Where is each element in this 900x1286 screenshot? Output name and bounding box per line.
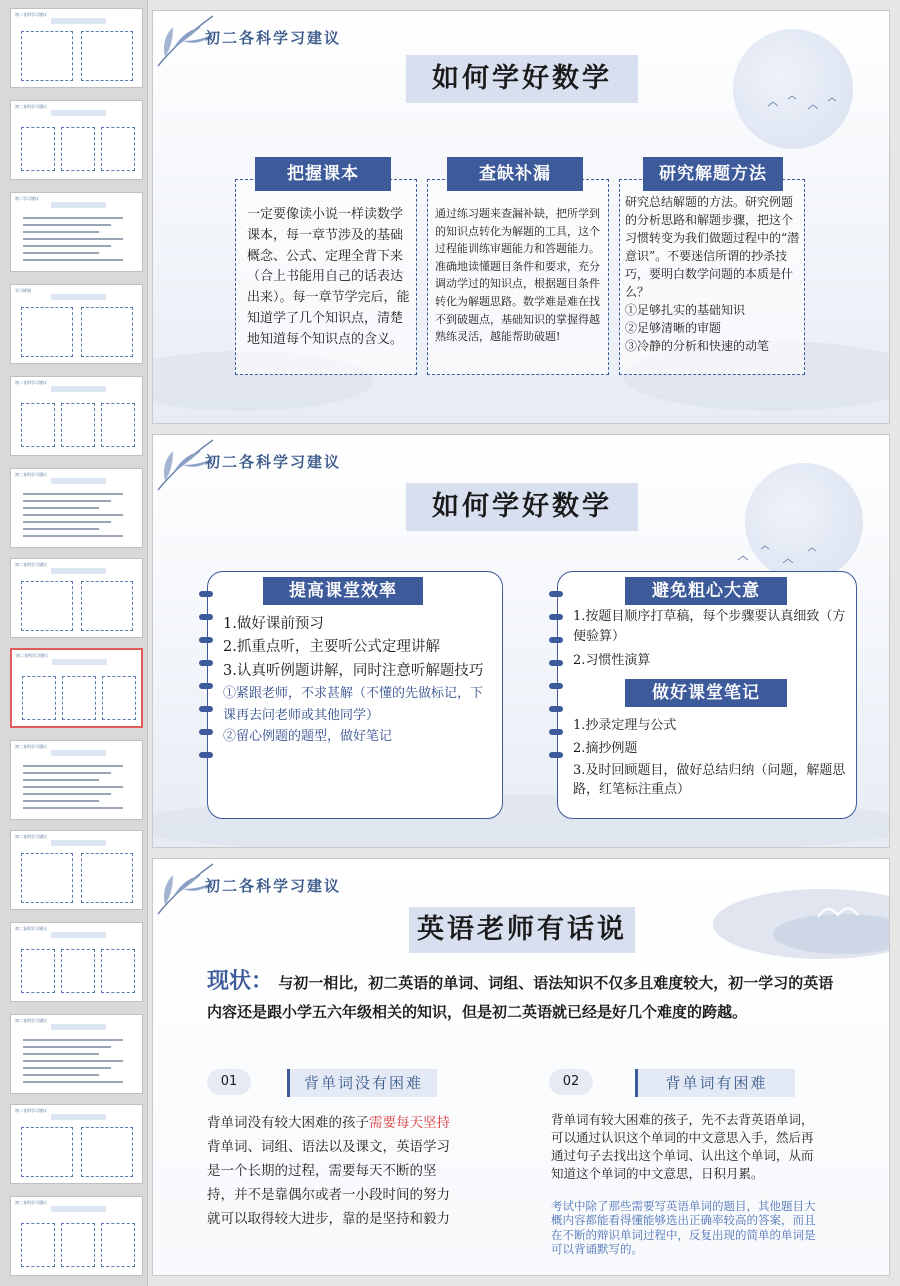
slide-section-label: 初二各科学习建议: [205, 877, 342, 895]
methods-item-3: ③冷静的分析和快速的动笔: [625, 339, 770, 353]
slide-section-label: 初二各科学习建议: [205, 29, 342, 47]
slide-english: [152, 858, 890, 1276]
tag-fill-gaps: 查缺补漏: [447, 157, 583, 191]
slide-section-label: 初二各科学习建议: [205, 453, 342, 471]
slide-thumbnail[interactable]: [10, 468, 143, 548]
notes-item-3: 3.及时回顾题目，做好总结归纳（问题，解题思路，红笔标注重点）: [573, 762, 846, 797]
thumbnail-label: 初二各科学习建议: [15, 1200, 47, 1205]
thumbnail-label: 初二各科学习建议: [15, 834, 47, 839]
slide-thumbnail[interactable]: [10, 192, 143, 272]
careless-item-2: 2.习惯性演算: [573, 653, 651, 669]
methods-item-2: ②足够清晰的审题: [625, 321, 722, 335]
notes-item-1: 1.抄录定理与公式: [573, 718, 677, 733]
thumbnail-label: 初二各科学习建议: [16, 653, 48, 658]
slide-thumbnail[interactable]: [10, 830, 143, 910]
thumbnail-label: 初二各科学习建议: [15, 926, 47, 931]
status-text: 与初一相比，初二英语的单词、词组、语法知识不仅多且难度较大，初一学习的英语内容还是跟小学五六年级相关的知识，但是初二英语就已经是好几个难度的跨越。: [207, 974, 834, 1022]
tag-methods: 研究解题方法: [643, 157, 783, 191]
status-label: 现状：: [207, 968, 274, 994]
slide-math-1: [152, 10, 890, 424]
has-difficulty-text: 背单词有较大困难的孩子，先不去背英语单词，可以通过认识这个单词的中文意思入手，然后再通过句子去找出这个单词、认出这个单词，从而知道这个单词的中文意思，日积月累。: [551, 1112, 814, 1182]
slide-thumbnail-panel: [0, 0, 148, 1286]
thumbnail-label: 初二各科学习建议: [15, 12, 47, 17]
thumbnail-label: 初二学习建议: [15, 196, 39, 201]
binder-rings: [199, 591, 213, 775]
slide-math-2: [152, 434, 890, 848]
thumbnail-label: 学习规划: [15, 288, 31, 293]
binder-rings: [549, 591, 563, 775]
methods-item-1: ①足够扎实的基础知识: [625, 303, 746, 317]
thumbnail-label: 初二各科学习建议: [15, 380, 47, 385]
efficiency-item-2: 2.抓重点听，主要听公式定理讲解: [223, 639, 440, 656]
slide-thumbnail[interactable]: [10, 284, 143, 364]
thumbnail-label: 初二各科学习建议: [15, 1108, 47, 1113]
thumbnail-label: 初二各科学习建议: [15, 472, 47, 477]
slide-thumbnail[interactable]: [10, 1104, 143, 1184]
efficiency-sub-item-1: ①紧跟老师，不求甚解（不懂的先做标记，下课再去问老师或其他同学）: [223, 686, 484, 723]
notes-item-2: 2.摘抄例题: [573, 740, 638, 756]
tag-class-efficiency: 提高课堂效率: [263, 577, 423, 605]
no-difficulty-highlight: 需要每天坚持: [369, 1115, 450, 1131]
efficiency-item-3: 3.认真听例题讲解，同时注意听解题技巧: [223, 662, 484, 679]
textbook-text: 一定要像读小说一样读数学课本，每一章节涉及的基础概念、公式、定理全背下来（合上书能用自己的话表达出来）。每一章节学完后，能知道学了几个知识点，清楚地知道每个知识点的含义。: [247, 207, 410, 347]
subhead-no-difficulty: 背单词没有困难: [287, 1069, 437, 1097]
slide-thumbnail[interactable]: [10, 8, 143, 88]
subhead-has-difficulty: 背单词有困难: [635, 1069, 795, 1097]
birds-icon: [733, 535, 833, 575]
thumbnail-label: 初二各科学习建议: [15, 744, 47, 749]
careless-item-1: 1.按题目顺序打草稿，每个步骤要认真细致（方便验算）: [573, 609, 846, 645]
page-title: 如何学好数学: [406, 55, 638, 103]
fill-gaps-text: 通过练习题来查漏补缺，把所学到的知识点转化为解题的工具，这个过程能训练审题能力和答题能力。准确地读懂题目条件和要求，充分调动学过的知识点，根据题目条件转化为解题思路。数学难是难在找不到破题点，基础知识的掌握得越熟练灵活，越能帮助破题!: [435, 207, 600, 344]
slide-thumbnail[interactable]: [10, 1196, 143, 1276]
slide-thumbnail[interactable]: [10, 558, 143, 638]
avoid-careless-list: [573, 607, 851, 671]
slide-thumbnail[interactable]: [10, 1014, 143, 1094]
slide-thumbnail[interactable]: [10, 740, 143, 820]
class-efficiency-list: [223, 613, 495, 747]
thumbnail-label: 初二各科学习建议: [15, 104, 47, 109]
number-badge-02: 02: [549, 1069, 593, 1095]
methods-paragraph: 研究总结解题的方法。研究例题的分析思路和解题步骤，把这个习惯转变为我们做题过程中的“潜意识”。不要迷信所谓的抄杀技巧，要明白数学问题的本质是什么？: [625, 195, 800, 299]
has-difficulty-note: 考试中除了那些需要写英语单词的题目，其他题目大概内容都能看得懂能够选出正确率较高的答案，而且在不断的辩识单词过程中，反复出现的简单的单词是可以背诵默写的。: [551, 1199, 816, 1257]
crane-icon: [813, 897, 873, 927]
thumbnail-label: 初二各科学习建议: [15, 1018, 47, 1023]
status-paragraph: [207, 963, 847, 1026]
page-title: 英语老师有话说: [409, 907, 635, 953]
birds-icon: [763, 91, 853, 121]
efficiency-item-1: 1.做好课前预习: [223, 616, 324, 632]
methods-text: [625, 193, 803, 355]
slide-thumbnail[interactable]: [10, 376, 143, 456]
no-difficulty-text: [207, 1111, 463, 1231]
tag-class-notes: 做好课堂笔记: [625, 679, 787, 707]
no-difficulty-text-1: 背单词没有较大困难的孩子: [207, 1115, 369, 1131]
slide-thumbnail[interactable]: [10, 922, 143, 1002]
efficiency-sub-item-2: ②留心例题的题型，做好笔记: [223, 728, 393, 744]
no-difficulty-text-2: 背单词、词组、语法以及课文，英语学习是一个长期的过程，需要每天不断的坚持，并不是靠偶尔或者一小段时间的努力就可以取得较大进步，靠的是坚持和毅力: [207, 1139, 450, 1228]
page-title: 如何学好数学: [406, 483, 638, 531]
tag-textbook: 把握课本: [255, 157, 391, 191]
slide-thumbnail[interactable]: [10, 648, 143, 728]
slide-thumbnail[interactable]: [10, 100, 143, 180]
class-notes-list: [573, 715, 851, 800]
number-badge-01: 01: [207, 1069, 251, 1095]
thumbnail-label: 初二各科学习建议: [15, 562, 47, 567]
tag-avoid-careless: 避免粗心大意: [625, 577, 787, 605]
